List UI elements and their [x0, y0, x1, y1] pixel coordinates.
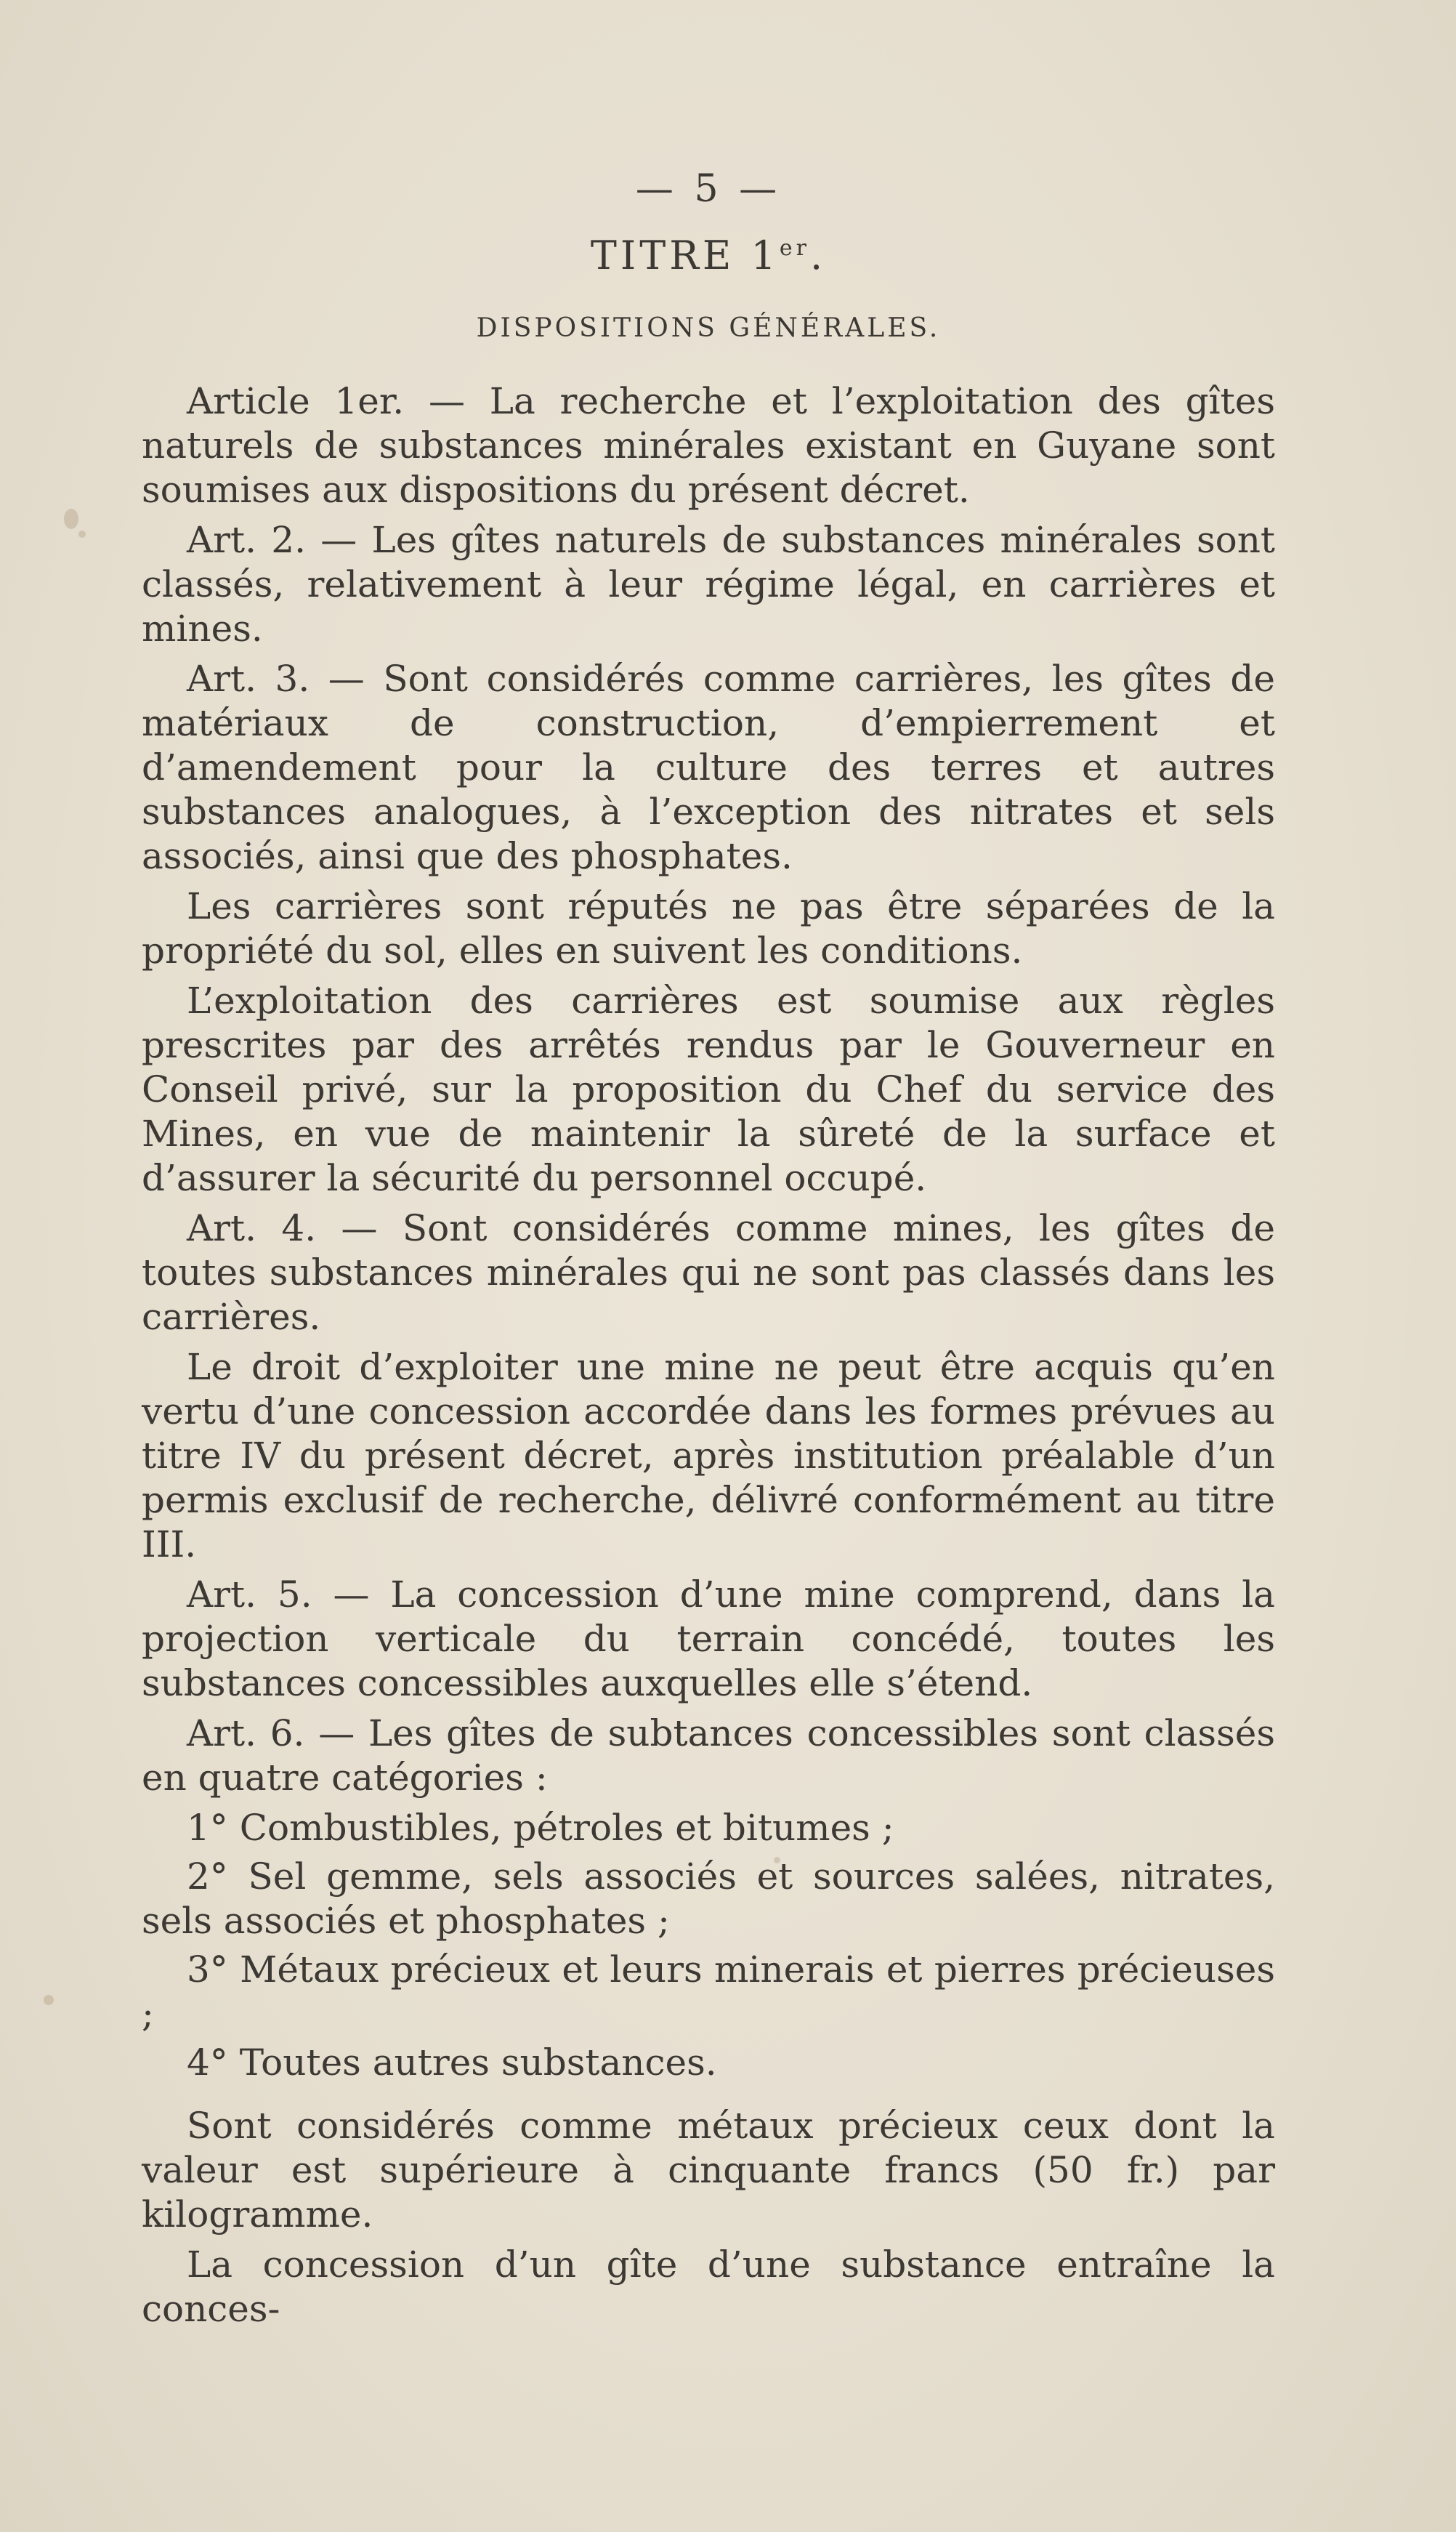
- section-title-superscript: er: [779, 235, 810, 261]
- article-5: Art. 5. — La concession d’une mine comprend, dans la projection verticale du terrain concédé, toutes les substances concessibles auxquelles elle s’étend.: [142, 1573, 1275, 1704]
- article-3-paragraph-2: Les carrières sont réputés ne pas être séparées de la propriété du sol, elles en suivent les conditions.: [142, 885, 1275, 972]
- category-2: 2° Sel gemme, sels associés et sources salées, nitrates, sels associés et phosphates ;: [142, 1855, 1275, 1942]
- paper-stain: [44, 1995, 54, 2005]
- article-1: Article 1er. — La recherche et l’exploitation des gîtes naturels de substances minérales existant en Guyane sont soumises aux dispositions du présent décret.: [142, 380, 1275, 511]
- article-6-precious-metals: Sont considérés comme métaux précieux ceux dont la valeur est supérieure à cinquante francs (50 fr.) par kilogramme.: [142, 2105, 1275, 2235]
- section-title: [142, 233, 1275, 278]
- section-title-period: .: [809, 233, 827, 278]
- article-6: Art. 6. — Les gîtes de subtances concessibles sont classés en quatre catégories :: [142, 1712, 1275, 1799]
- article-4: Art. 4. — Sont considérés comme mines, les gîtes de toutes substances minérales qui ne sont pas classés dans les carrières.: [142, 1207, 1275, 1338]
- paper-stain: [64, 509, 78, 529]
- article-4-paragraph-2: Le droit d’exploiter une mine ne peut être acquis qu’en vertu d’une concession accordée dans les formes prévues au titre IV du présent décret, après institution préalable d’un permis exclusif de recherche, délivré conformément au titre III.: [142, 1346, 1275, 1565]
- document-body: [142, 167, 1275, 2337]
- article-3-paragraph-3: L’exploitation des carrières est soumise aux règles prescrites par des arrêtés rendus par le Gouverneur en Conseil privé, sur la proposition du Chef du service des Mines, en vue de maintenir la sûreté de la surface et d’assurer la sécurité du personnel occupé.: [142, 980, 1275, 1199]
- paper-stain: [78, 531, 86, 538]
- category-4: 4° Toutes autres substances.: [187, 2041, 717, 2084]
- page-number: — 5 —: [635, 167, 782, 211]
- section-title-text: TITRE 1: [590, 233, 780, 278]
- category-3: 3° Métaux précieux et leurs minerais et pierres précieuses ;: [142, 1948, 1275, 2035]
- article-2: Art. 2. — Les gîtes naturels de substances minérales sont classés, relativement à leur régime légal, en carrières et mines.: [142, 519, 1275, 650]
- category-1: 1° Combustibles, pétroles et bitumes ;: [187, 1807, 894, 1849]
- article-3: Art. 3. — Sont considérés comme carrières, les gîtes de matériaux de construction, d’empierrement et d’amendement pour la culture des terres et autres substances analogues, à l’exception des nitrates et sels associés, ainsi que des phosphates.: [142, 658, 1275, 877]
- article-6-concession: La concession d’un gîte d’une substance entraîne la conces-: [142, 2243, 1275, 2330]
- section-subtitle: DISPOSITIONS GÉNÉRALES.: [476, 313, 941, 343]
